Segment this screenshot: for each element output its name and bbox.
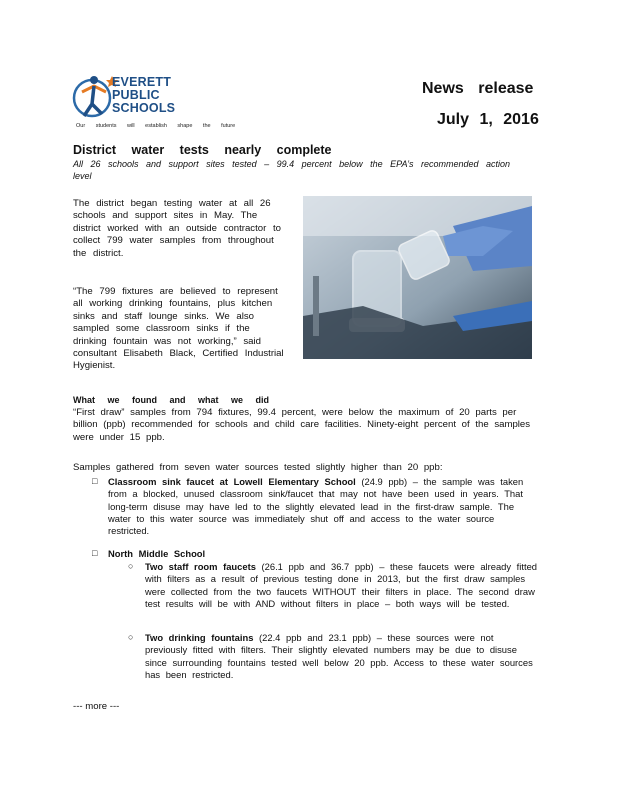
- bullet-circle: ○: [128, 632, 134, 642]
- tagline: Our students will establish shape the future: [76, 123, 236, 129]
- found-paragraph-2: Samples gathered from seven water sources tested slightly higher than 20 ppb:: [73, 462, 443, 473]
- list-item: [108, 548, 408, 560]
- fountain-text: (22.4 ppb and 23.1 ppb) – these sources were not previously fitted with filters. Their slightly elevated numbers may be due to disuse since surrounding fountains tested well below 20 ppb. Access to these water sources has been restricted.: [145, 632, 533, 680]
- bullet-square: □: [92, 476, 98, 486]
- list-item: [145, 561, 537, 610]
- water-sample-photo: [303, 196, 532, 359]
- intro-paragraph-1: The district began testing water at all 26 schools and support sites in May. The district worked with an outside contractor to collect 799 water samples from throughout the district.: [73, 198, 281, 259]
- logo-text: EVERETT PUBLIC SCHOOLS: [112, 75, 176, 115]
- staff-label: Two staff room faucets: [145, 561, 256, 572]
- north-label: North Middle School: [108, 548, 206, 559]
- fountain-label: Two drinking fountains: [145, 632, 254, 643]
- bullet-square: □: [92, 548, 98, 558]
- list-item: [108, 476, 536, 537]
- bullet-circle: ○: [128, 561, 134, 571]
- section-title-found: What we found and what we did: [73, 395, 269, 405]
- subheadline: All 26 schools and support sites tested – 99.4 percent below the EPA’s recommended action level: [73, 159, 511, 181]
- headline: District water tests nearly complete: [73, 143, 332, 157]
- release-date: July 1, 2016: [437, 111, 539, 128]
- classroom-text: (24.9 ppb) – the sample was taken from a blocked, unused classroom sink/faucet that may not have been used in years. That long-term disuse may have led to the slightly elevated lead in the first-draw sample. The water to this water source was immediately shut off and access to the water source restricted.: [108, 476, 524, 537]
- intro-paragraph-2: “The 799 fixtures are believed to represent all working drinking fountains, plus kitchen sinks and staff lounge sinks. We also sampled some classroom sinks if the drinking fountain was not working,” said consultant Elisabeth Black, Certified Industrial Hygienist.: [73, 286, 284, 372]
- footer-more: --- more ---: [73, 701, 120, 712]
- staff-text: (26.1 ppb and 36.7 ppb) – these faucets were already fitted with filters as a result of previous testing done in 2013, but the first draw samples were collected from the two faucets WITHOUT their filters in place. The second draw test results will be with AND without filters in place – both ways will be tested.: [145, 561, 538, 609]
- news-release-label: News release: [422, 80, 534, 97]
- classroom-label: Classroom sink faucet at Lowell Elementary School: [108, 476, 356, 487]
- list-item: [145, 632, 537, 681]
- found-paragraph-1: “First draw” samples from 794 fixtures, 99.4 percent, were below the maximum of 20 parts per billion (ppb) recommended for schools and child care facilities. Ninety-eight percent of the samples were under 15 ppb.: [73, 407, 531, 443]
